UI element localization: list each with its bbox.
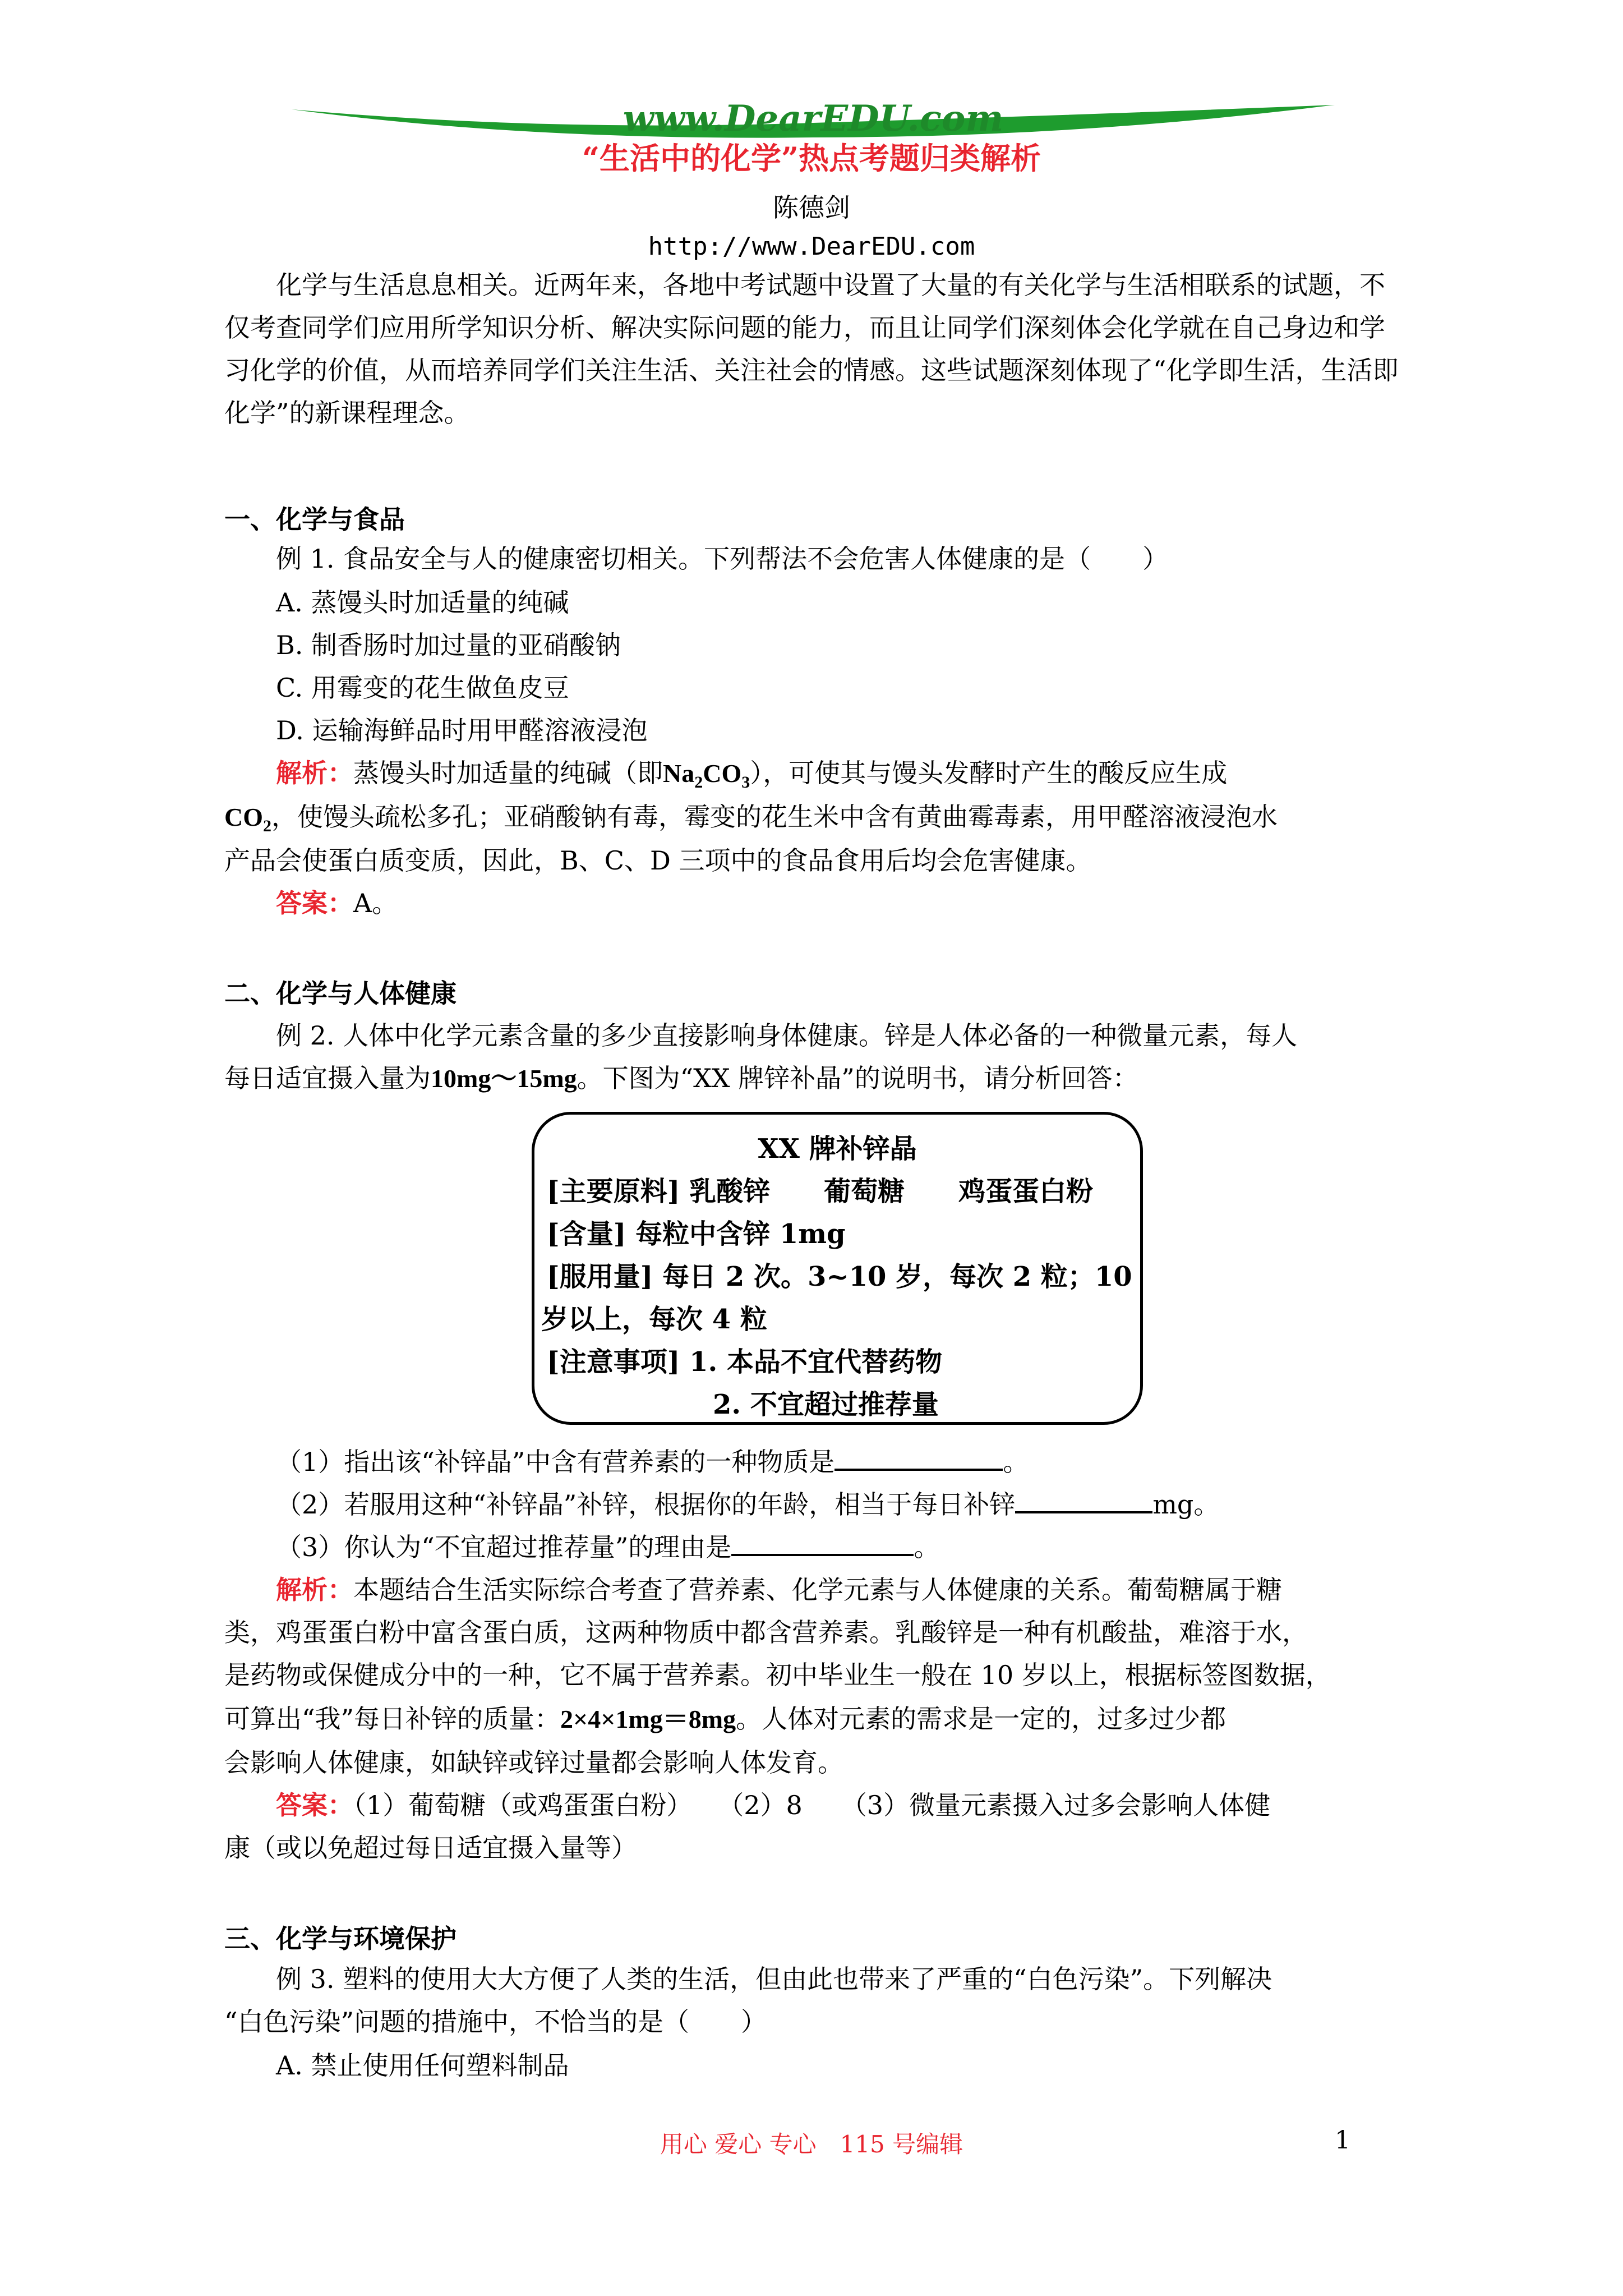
sub-question-2: （2）若服用这种“补锌晶”补锌，根据你的年龄，相当于每日补锌 mg。 (276, 1489, 1220, 1520)
product-label-title: XX 牌补锌晶 (758, 1133, 917, 1165)
product-label-content: [含量] 每粒中含锌 1mg (547, 1218, 846, 1250)
document-title: “生活中的化学”热点考题归类解析 (582, 140, 1041, 176)
option-a: A. 禁止使用任何塑料制品 (276, 2050, 569, 2081)
zinc-calculation: 2×4×1mg＝8mg (560, 1705, 736, 1733)
example-3-line-2: “白色污染”问题的措施中，不恰当的是（ ） (224, 2007, 767, 2037)
example-2-line-1: 例 2. 人体中化学元素含量的多少直接影响身体健康。锌是人体必备的一种微量元素，每人 (276, 1020, 1298, 1051)
example-2-line-2: 每日适宜摄入量为10mg～15mg。下图为“XX 牌锌补晶”的说明书，请分析回答： (224, 1063, 1138, 1093)
product-label-dosage-1: [服用量] 每日 2 次。3~10 岁，每次 2 粒；10 (547, 1261, 1132, 1292)
answer-2-line-2: 康（或以免超过每日适宜摄入量等） (224, 1833, 637, 1863)
answer-blank-3[interactable] (731, 1531, 914, 1556)
sub-question-3: （3）你认为“不宜超过推荐量”的理由是 。 (276, 1532, 940, 1562)
option-d: D. 运输海鲜品时用甲醛溶液浸泡 (276, 715, 648, 746)
example-1-question: 例 1. 食品安全与人的健康密切相关。下列帮法不会危害人体健康的是（ ） (276, 544, 1169, 574)
analysis-2-line-2: 类，鸡蛋蛋白粉中富含蛋白质，这两种物质中都含营养素。乳酸锌是一种有机酸盐，难溶于水， (224, 1617, 1308, 1648)
formula-na2co3: $Na_2CO_3$ (663, 759, 750, 792)
intro-paragraph: 化学与生活息息相关。近两年来，各地中考试题中设置了大量的有关化学与生活相联系的试题，不仅考查同学们应用所学知识分析、解决实际问题的能力，而且让同学们深刻体会化学就在自己身边和学习化学的价值，从而培养同学们关注生活、关注社会的情感。这些试题深刻体现了“化学即生活，生活即化学”的新课程理念。 (224, 270, 1399, 428)
option-b: B. 制香肠时加过量的亚硝酸钠 (276, 630, 621, 660)
example-3-line-1: 例 3. 塑料的使用大大方便了人类的生活，但由此也带来了严重的“白色污染”。下列解决 (276, 1964, 1272, 1994)
answer-label: 答案： (276, 1790, 353, 1820)
daily-dose: 10mg～15mg (431, 1064, 577, 1093)
analysis-label: 解析： (276, 1575, 353, 1605)
option-a: A. 蒸馒头时加适量的纯碱 (276, 587, 569, 618)
formula-co2: $CO_2$ (224, 803, 271, 836)
product-label-dosage-2: 岁以上，每次 4 粒 (541, 1304, 767, 1335)
section-heading-food: 一、化学与食品 (224, 504, 405, 535)
answer-blank-2[interactable] (1015, 1489, 1152, 1513)
analysis-2-line-4: 可算出“我”每日补锌的质量：2×4×1mg＝8mg。人体对元素的需求是一定的，过多过少都 (224, 1704, 1227, 1734)
analysis-2-line-5: 会影响人体健康，如缺锌或锌过量都会影响人体发育。 (224, 1747, 843, 1778)
product-label-ingredients: [主要原料] 乳酸锌 葡萄糖 鸡蛋蛋白粉 (547, 1176, 1094, 1207)
answer-2-line-1: 答案：（1）葡萄糖（或鸡蛋蛋白粉） （2）8 （3）微量元素摄入过多会影响人体健 (276, 1790, 1271, 1820)
answer-1: 答案：A。 (276, 888, 398, 918)
author-name: 陈德剑 (773, 192, 850, 223)
source-url[interactable]: http://www.DearEDU.com (648, 232, 975, 261)
footer-credit: 用心 爱心 专心 115 号编辑 (660, 2131, 963, 2158)
sub-question-1: （1）指出该“补锌晶”中含有营养素的一种物质是 。 (276, 1447, 1029, 1477)
analysis-1-line-2: $CO_2$，使馒头疏松多孔；亚硝酸钠有毒，霉变的花生米中含有黄曲霉毒素，用甲醛溶液浸泡水 (224, 802, 1278, 836)
answer-blank-1[interactable] (834, 1446, 1003, 1471)
analysis-2-line-3: 是药物或保健成分中的一种，它不属于营养素。初中毕业生一般在 10 岁以上，根据标签图数据， (224, 1660, 1331, 1690)
page-number: 1 (1335, 2126, 1350, 2155)
answer-label: 答案： (276, 888, 353, 918)
analysis-label: 解析： (276, 758, 353, 788)
svg-text:www.DearEDU.com: www.DearEDU.com (623, 98, 1004, 140)
analysis-2-line-1: 解析：本题结合生活实际综合考查了营养素、化学元素与人体健康的关系。葡萄糖属于糖 (276, 1575, 1282, 1605)
section-heading-health: 二、化学与人体健康 (224, 978, 457, 1009)
analysis-1-line-3: 产品会使蛋白质变质，因此，B、C、D 三项中的食品食用后均会危害健康。 (224, 845, 1092, 876)
product-label-box (532, 1112, 1143, 1425)
option-c: C. 用霉变的花生做鱼皮豆 (276, 673, 569, 703)
product-label-notes-2: 2. 不宜超过推荐量 (713, 1389, 939, 1420)
product-label-notes-1: [注意事项] 1. 本品不宜代替药物 (547, 1346, 942, 1378)
analysis-1-line-1: 解析：蒸馒头时加适量的纯碱（即$Na_2CO_3$），可使其与馒头发酵时产生的酸反应生成 (276, 758, 1228, 792)
section-heading-environment: 三、化学与环境保护 (224, 1924, 457, 1954)
